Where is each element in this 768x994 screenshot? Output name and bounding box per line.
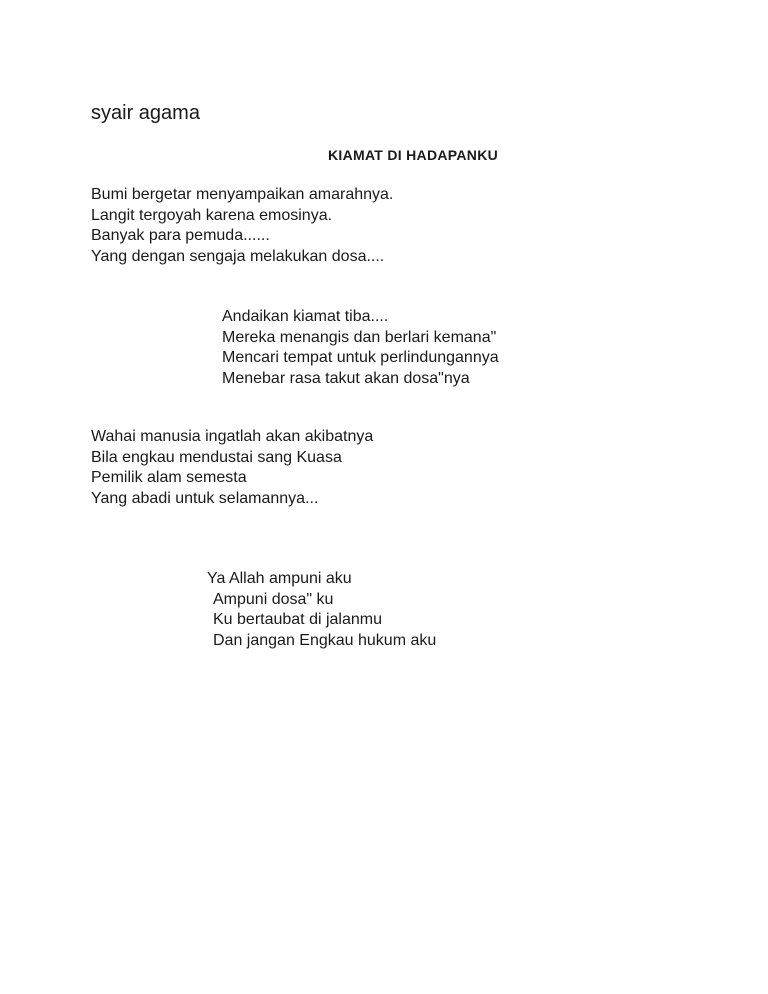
poem-line: Ku bertaubat di jalanmu — [213, 611, 382, 628]
poem-line: Langit tergoyah karena emosinya. — [91, 206, 333, 224]
stanza-1 — [91, 185, 393, 267]
stanza-2 — [222, 307, 499, 389]
poem-line: Yang dengan sengaja melakukan dosa.... — [91, 247, 385, 265]
poem-line: Wahai manusia ingatlah akan akibatnya — [91, 428, 374, 445]
poem-line: Menebar rasa takut akan dosa"nya — [222, 369, 470, 387]
poem-line: Banyak para pemuda...... — [91, 227, 270, 244]
poem-line: Dan jangan Engkau hukum aku — [213, 631, 437, 649]
poem-line: Andaikan kiamat tiba.... — [222, 308, 389, 325]
poem-line: Mereka menangis dan berlari kemana" — [222, 328, 497, 346]
poem-title: KIAMAT DI HADAPANKU — [327, 147, 499, 163]
stanza-3 — [91, 427, 373, 509]
poem-line: Ya Allah ampuni aku — [207, 570, 352, 587]
poem-line: Yang abadi untuk selamannya... — [91, 489, 319, 507]
poem-line: Bila engkau mendustai sang Kuasa — [91, 448, 342, 466]
poem-line: Pemilik alam semesta — [91, 469, 247, 486]
poem-line: Bumi bergetar menyampaikan amarahnya. — [91, 186, 394, 203]
stanza-4 — [207, 569, 436, 651]
poem-line: Ampuni dosa" ku — [213, 590, 334, 608]
document-heading: syair agama — [91, 102, 200, 124]
poem-line: Mencari tempat untuk perlindungannya — [222, 349, 499, 366]
